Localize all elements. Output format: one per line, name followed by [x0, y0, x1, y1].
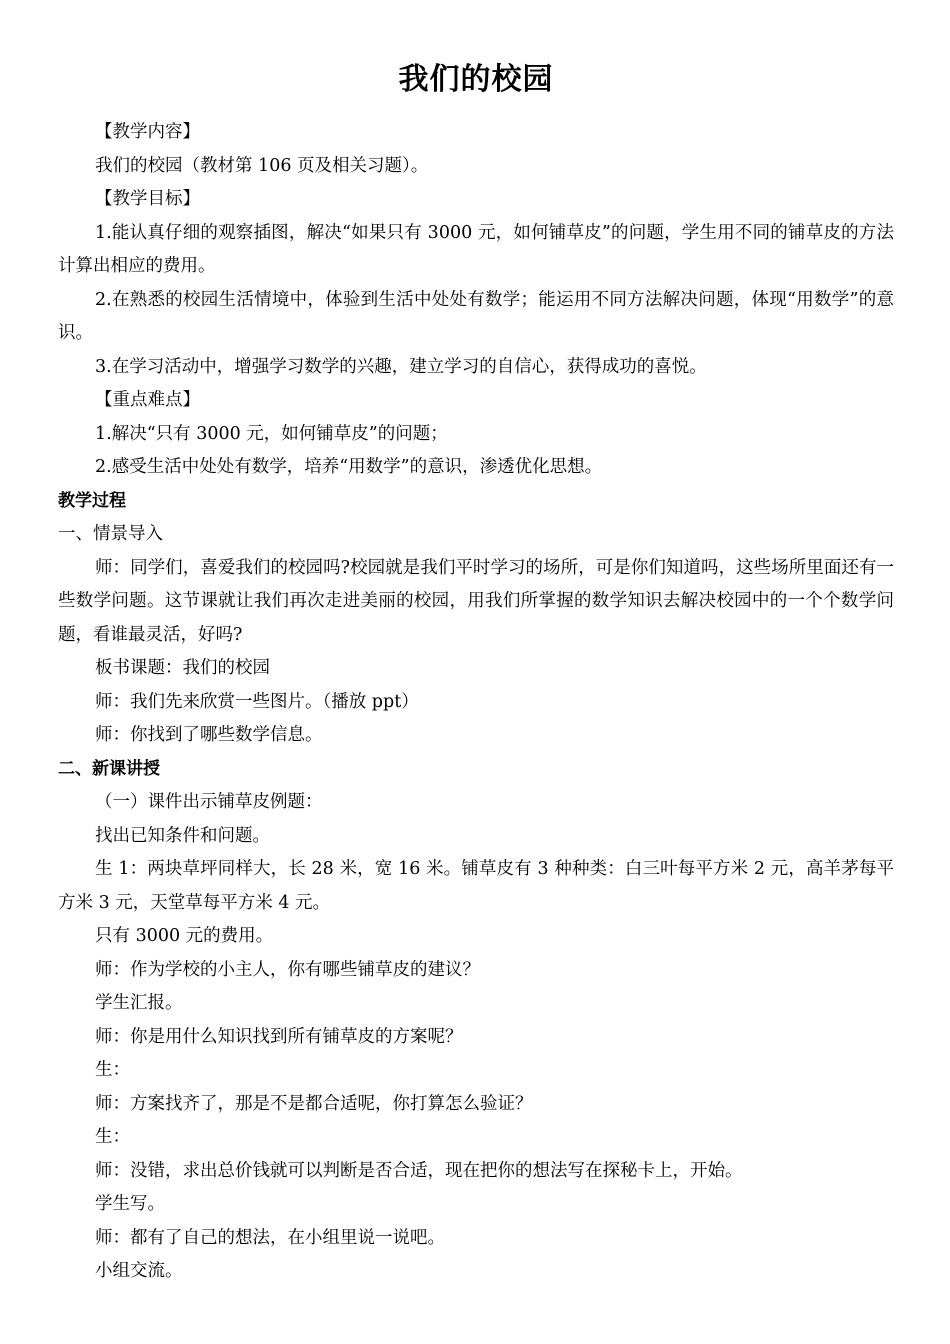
- paragraph: 找出已知条件和问题。: [95, 825, 270, 846]
- paragraph: 3.在学习活动中，增强学习数学的兴趣，建立学习的自信心，获得成功的喜悦。: [95, 356, 707, 377]
- paragraph: 师：没错，求出总价钱就可以判断是否合适，现在把你的想法写在探秘卡上，开始。: [95, 1160, 743, 1181]
- paragraph: 1.能认真仔细的观察插图，解决“如果只有 3000 元，如何铺草皮”的问题，学生用不同的铺草皮的方法计算出相应的费用。: [58, 222, 894, 276]
- paragraph: 小组交流。: [95, 1261, 183, 1281]
- paragraph: 生：: [95, 1060, 130, 1080]
- paragraph: 【重点难点】: [95, 390, 200, 410]
- paragraph: 一、情景导入: [58, 524, 163, 544]
- paragraph: 2.感受生活中处处有数学，培养“用数学”的意识，渗透优化思想。: [95, 457, 603, 477]
- paragraph: 生 1：两块草坪同样大，长 28 米，宽 16 米。铺草皮有 3 种种类：白三叶每平方米 2 元，高羊茅每平方米 3 元，天堂草每平方米 4 元。: [58, 859, 895, 913]
- paragraph: （一）课件出示铺草皮例题：: [95, 792, 323, 812]
- page-title: 我们的校园: [398, 62, 554, 97]
- paragraph: 学生汇报。: [95, 993, 183, 1013]
- paragraph: 2.在熟悉的校园生活情境中，体验到生活中处处有数学；能运用不同方法解决问题，体现“用数学”的意识。: [58, 289, 894, 343]
- section-heading: 教学过程: [58, 490, 126, 511]
- paragraph: 师：你找到了哪些数学信息。: [95, 725, 323, 745]
- paragraph: 1.解决“只有 3000 元，如何铺草皮”的问题；: [95, 423, 448, 444]
- paragraph: 师：你是用什么知识找到所有铺草皮的方案呢？: [95, 1026, 463, 1047]
- document-body: [58, 116, 894, 1289]
- paragraph: 只有 3000 元的费用。: [95, 926, 274, 946]
- paragraph: 师：我们先来欣赏一些图片。（播放 ppt）: [95, 691, 419, 712]
- paragraph: 师：都有了自己的想法，在小组里说一说吧。: [95, 1227, 445, 1248]
- paragraph: 板书课题：我们的校园: [95, 658, 270, 678]
- paragraph: 师：方案找齐了，那是不是都合适呢，你打算怎么验证？: [95, 1093, 533, 1114]
- section-heading: 二、新课讲授: [58, 758, 160, 779]
- paragraph: 生：: [95, 1127, 130, 1147]
- document-page: [58, 58, 894, 1289]
- paragraph: 【教学目标】: [95, 189, 200, 209]
- paragraph: 【教学内容】: [95, 122, 200, 142]
- paragraph: 师：同学们，喜爱我们的校园吗?校园就是我们平时学习的场所，可是你们知道吗，这些场所里面还有一些数学问题。这节课就让我们再次走进美丽的校园，用我们所掌握的数学知识去解决校园中的一个个数学问题，看谁最灵活，好吗?: [58, 557, 894, 645]
- paragraph: 我们的校园（教材第 106 页及相关习题）。: [95, 155, 429, 176]
- paragraph: 师：作为学校的小主人，你有哪些铺草皮的建议？: [95, 959, 480, 980]
- paragraph: 学生写。: [95, 1194, 165, 1214]
